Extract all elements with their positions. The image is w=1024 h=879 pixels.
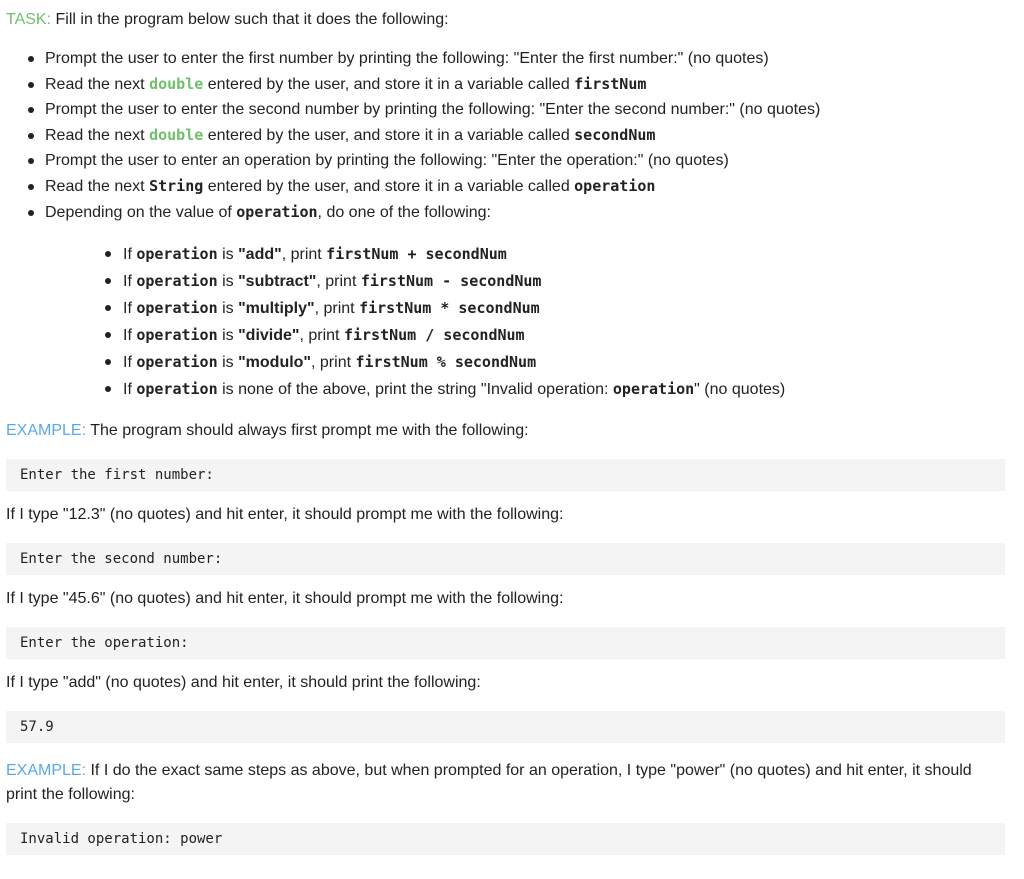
- case-text: is: [217, 300, 239, 318]
- expression: firstNum + secondNum: [326, 245, 507, 264]
- variable-name: operation: [612, 380, 695, 399]
- step-text: Depending on the value of: [45, 203, 237, 221]
- case-text: is none of the above, print the string "Invalid operation:: [217, 381, 613, 399]
- variable-name: operation: [236, 202, 318, 221]
- case-text: If: [123, 246, 137, 264]
- list-item: [45, 322, 1005, 349]
- step-text: Prompt the user to enter an operation by printing the following: "Enter the operation:" (no quotes): [45, 152, 729, 170]
- case-text: , print: [281, 246, 327, 264]
- example-text: If I type "12.3" (no quotes) and hit enter, it should prompt me with the following:: [6, 506, 564, 524]
- example-text: If I type "add" (no quotes) and hit enter, it should print the following:: [6, 674, 481, 692]
- expression: firstNum - secondNum: [360, 272, 542, 291]
- operation-value: "divide": [238, 327, 300, 345]
- code-block: Enter the first number:: [6, 459, 1005, 491]
- step-text: , do one of the following:: [317, 203, 491, 221]
- example-intro: [6, 419, 1005, 443]
- operation-value: "subtract": [238, 273, 317, 291]
- case-text: is: [217, 354, 239, 372]
- case-text: If: [123, 273, 137, 291]
- step-text: Prompt the user to enter the second number by printing the following: "Enter the second number:" (no quotes): [45, 101, 821, 119]
- case-text: If: [123, 381, 137, 399]
- variable-name: operation: [136, 326, 218, 345]
- code-block: 57.9: [6, 711, 1005, 743]
- list-item: [6, 97, 1005, 123]
- example-text: If I type "45.6" (no quotes) and hit enter, it should prompt me with the following:: [6, 590, 564, 608]
- case-text: is: [217, 273, 239, 291]
- case-text: , print: [299, 327, 344, 345]
- operation-value: "add": [238, 246, 282, 264]
- expression: firstNum % secondNum: [355, 353, 537, 372]
- code-block: Enter the second number:: [6, 543, 1005, 575]
- task-label: TASK:: [6, 11, 52, 28]
- list-item: [6, 148, 1005, 174]
- list-item: [45, 295, 1005, 322]
- list-item: [45, 268, 1005, 295]
- case-text: is: [217, 327, 239, 345]
- variable-name: operation: [136, 353, 218, 372]
- operation-value: "modulo": [238, 354, 312, 372]
- type-keyword: String: [149, 176, 204, 195]
- case-text: , print: [311, 354, 356, 372]
- list-item: [6, 72, 1005, 98]
- case-text: If: [123, 354, 137, 372]
- case-text: , print: [316, 273, 361, 291]
- example-intro: [6, 759, 1005, 807]
- example-label: EXAMPLE:: [6, 762, 87, 780]
- step-text: Read the next: [45, 177, 150, 195]
- variable-name: operation: [574, 176, 656, 195]
- list-item: [6, 46, 1005, 72]
- step-text: Prompt the user to enter the first number by printing the following: "Enter the first number:" (no quotes): [45, 50, 769, 67]
- step-text: Read the next: [45, 126, 150, 144]
- step-text: entered by the user, and store it in a variable called: [203, 177, 575, 195]
- operation-cases-list: [45, 241, 1005, 403]
- list-item: [6, 174, 1005, 200]
- code-block: Invalid operation: power: [6, 823, 1005, 855]
- case-text: , print: [314, 300, 360, 318]
- type-keyword: double: [149, 125, 204, 144]
- variable-name: operation: [136, 245, 218, 264]
- list-item: [45, 376, 1005, 403]
- list-item: [45, 349, 1005, 376]
- case-text: is: [217, 246, 239, 264]
- list-item: [6, 200, 1005, 404]
- step-text: entered by the user, and store it in a variable called: [203, 75, 575, 93]
- task-intro-text: Fill in the program below such that it does the following:: [55, 11, 449, 28]
- operation-value: "multiply": [238, 300, 315, 318]
- task-intro: [6, 8, 1005, 32]
- expression: firstNum / secondNum: [343, 326, 525, 345]
- task-steps-list: [6, 46, 1005, 403]
- code-block: Enter the operation:: [6, 627, 1005, 659]
- step-text: Read the next: [45, 75, 150, 93]
- step-text: entered by the user, and store it in a variable called: [203, 126, 575, 144]
- case-text: " (no quotes): [694, 381, 786, 399]
- example-text: If I do the exact same steps as above, but when prompted for an operation, I type "power" (no quotes) and hit enter, it should print the following:: [6, 762, 972, 804]
- list-item: [6, 123, 1005, 149]
- example-text: The program should always first prompt me with the following:: [90, 422, 529, 440]
- type-keyword: double: [149, 74, 204, 93]
- case-text: If: [123, 300, 137, 318]
- example-label: EXAMPLE:: [6, 422, 87, 440]
- variable-name: operation: [136, 380, 218, 399]
- variable-name: operation: [136, 272, 218, 291]
- expression: firstNum * secondNum: [359, 299, 540, 318]
- variable-name: operation: [136, 299, 218, 318]
- list-item: [45, 241, 1005, 268]
- case-text: If: [123, 327, 137, 345]
- variable-name: firstNum: [574, 74, 647, 93]
- variable-name: secondNum: [574, 125, 656, 144]
